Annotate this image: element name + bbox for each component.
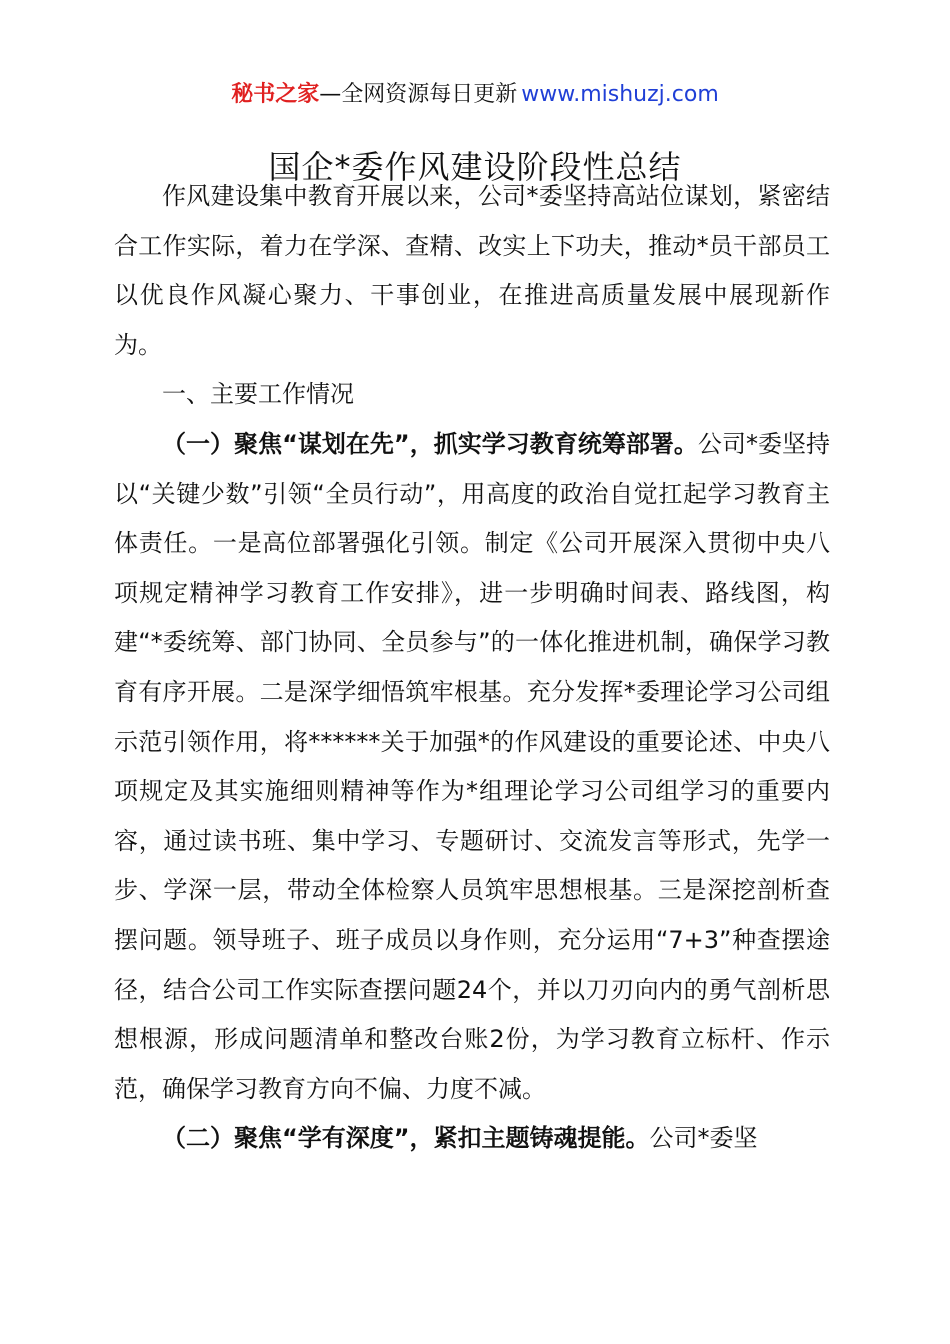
paragraph-2-text: 公司*委坚 (649, 1124, 758, 1153)
paragraph-1 (114, 420, 830, 1114)
site-header (0, 80, 950, 110)
site-brand: 秘书之家 (231, 82, 320, 107)
paragraph-1-text: 公司*委坚持以“关键少数”引领“全员行动”，用高度的政治自觉扛起学习教育主体责任。一是高位部署强化引领。制定《公司开展深入贯彻中央八项规定精神学习教育工作安排》，进一步明确时间表、路线图，构建“*委统筹、部门协同、全员参与”的一体化推进机制，确保学习教育有序开展。二是深学细悟筑牢根基。充分发挥*委理论学习公司组示范引领作用，将******关于加强*的作风建设的重要论述、中央八项规定及其实施细则精神等作为*组理论学习公司组学习的重要内容，通过读书班、集中学习、专题研讨、交流发言等形式，先学一步、学深一层，带动全体检察人员筑牢思想根基。三是深挖剖析查摆问题。领导班子、班子成员以身作则，充分运用“7+3”种查摆途径，结合公司工作实际查摆问题24个，并以刀刃向内的勇气剖析思想根源，形成问题清单和整改台账2份，为学习教育立标杆、作示范，确保学习教育方向不偏、力度不减。 (114, 429, 831, 1103)
document-body (114, 172, 830, 1164)
intro-paragraph: 作风建设集中教育开展以来，公司*委坚持高站位谋划，紧密结合工作实际，着力在学深、查精、改实上下功夫，推动*员干部员工以优良作风凝心聚力、干事创业，在推进高质量发展中展现新作为。 (114, 182, 830, 359)
section-heading: 一、主要工作情况 (162, 380, 354, 409)
site-url[interactable]: www.mishuzj.com (521, 82, 719, 107)
paragraph-1-heading: （一）聚焦“谋划在先”，抓实学习教育统筹部署。 (162, 429, 698, 458)
site-tagline: —全网资源每日更新 (319, 82, 518, 107)
paragraph-2 (114, 1114, 830, 1164)
paragraph-2-heading: （二）聚焦“学有深度”，紧扣主题铸魂提能。 (162, 1124, 650, 1153)
document-title: 国企*委作风建设阶段性总结 (268, 148, 682, 187)
